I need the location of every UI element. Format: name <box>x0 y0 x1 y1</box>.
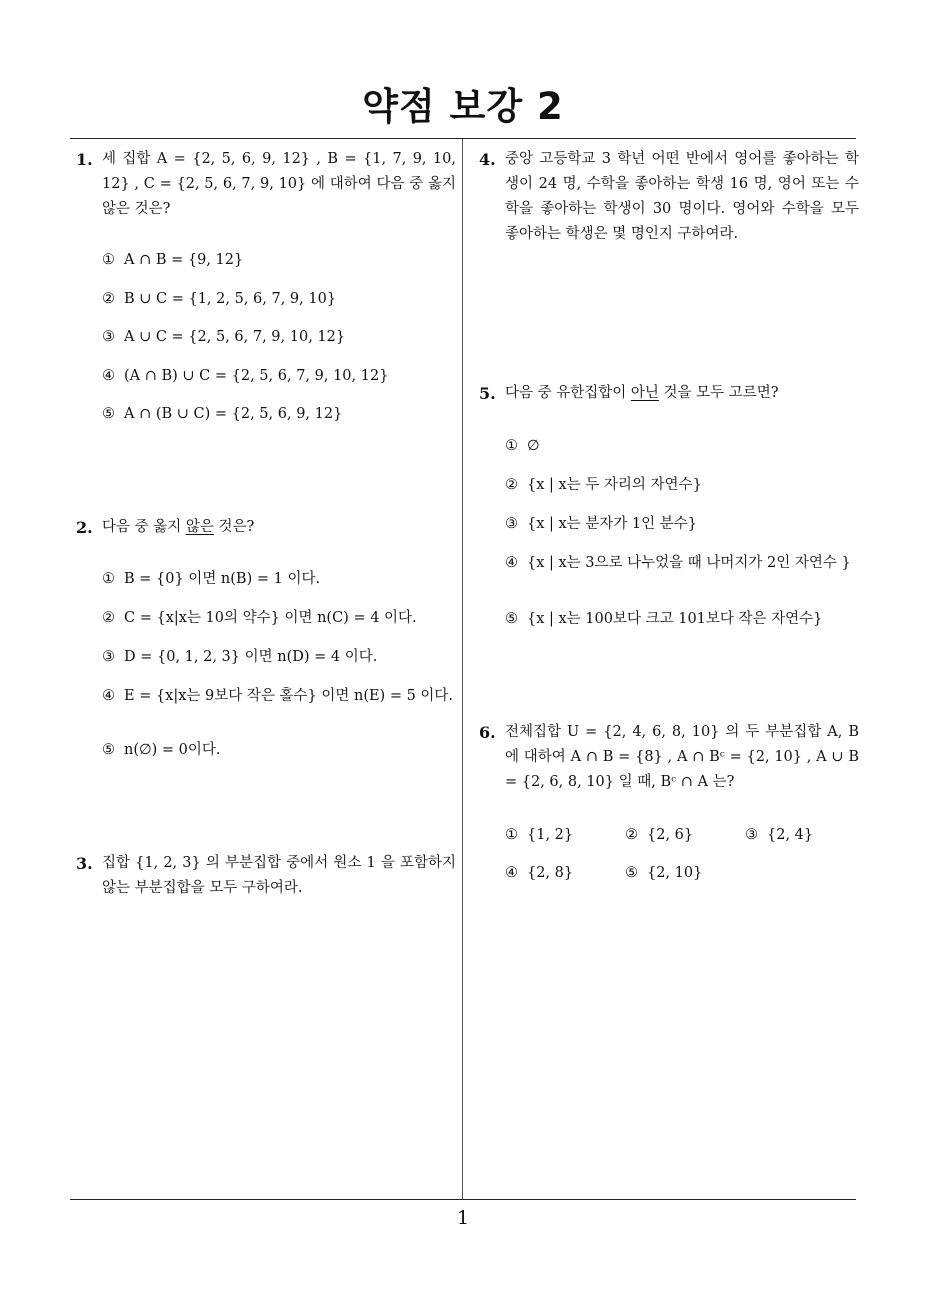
question-text: 다음 중 유한집합이 아닌 것을 모두 고르면? <box>505 385 779 401</box>
bottom-rule <box>70 1199 856 1200</box>
question-number: 6. <box>479 723 496 742</box>
option-2[interactable]: ② B ∪ C = {1, 2, 5, 6, 7, 9, 10} <box>102 291 337 307</box>
option-1[interactable]: ① A ∩ B = {9, 12} <box>102 252 244 268</box>
question-2 <box>76 515 456 540</box>
option-2[interactable]: ② {x | x는 두 자리의 자연수} <box>505 477 702 493</box>
question-1 <box>76 147 456 222</box>
option-2[interactable]: ② {2, 6} <box>625 827 694 843</box>
question-text: 세 집합 A = {2, 5, 6, 9, 12} , B = {1, 7, 9, 10, 12} , C = {2, 5, 6, 7, 9, 10} 에 대하여 다음 중 옳지 않은 것은? <box>102 151 456 217</box>
option-2[interactable]: ② C = {x|x는 10의 약수} 이면 n(C) = 4 이다. <box>102 610 417 626</box>
question-6 <box>479 720 859 795</box>
option-1[interactable]: ① ∅ <box>505 438 540 454</box>
option-4[interactable]: ④ {x | x는 3으로 나누었을 때 나머지가 2인 자연수 } <box>505 555 851 571</box>
page-number: 1 <box>456 1207 470 1229</box>
question-number: 4. <box>479 150 496 169</box>
question-text: 다음 중 옳지 않은 것은? <box>102 519 255 535</box>
option-1[interactable]: ① B = {0} 이면 n(B) = 1 이다. <box>102 571 321 587</box>
question-number: 1. <box>76 150 93 169</box>
question-4 <box>479 147 859 247</box>
option-3[interactable]: ③ A ∪ C = {2, 5, 6, 7, 9, 10, 12} <box>102 329 346 345</box>
option-5[interactable]: ⑤ A ∩ (B ∪ C) = {2, 5, 6, 9, 12} <box>102 406 343 422</box>
column-divider <box>462 139 463 1199</box>
question-3 <box>76 851 456 901</box>
option-5[interactable]: ⑤ n(∅) = 0이다. <box>102 742 221 758</box>
option-5[interactable]: ⑤ {2, 10} <box>625 865 703 881</box>
option-1[interactable]: ① {1, 2} <box>505 827 574 843</box>
option-4[interactable]: ④ E = {x|x는 9보다 작은 홀수} 이면 n(E) = 5 이다. <box>102 688 454 704</box>
option-4[interactable]: ④ (A ∩ B) ∪ C = {2, 5, 6, 7, 9, 10, 12} <box>102 368 389 384</box>
question-5 <box>479 381 859 406</box>
question-number: 3. <box>76 854 93 873</box>
option-4[interactable]: ④ {2, 8} <box>505 865 574 881</box>
question-text: 전체집합 U = {2, 4, 6, 8, 10} 의 두 부분집합 A, B 에 대하여 A ∩ B = {8} , A ∩ Bᶜ = {2, 10} , A ∪ B = {2, 6, 8, 10} 일 때, Bᶜ ∩ A 는? <box>505 724 859 790</box>
question-number: 2. <box>76 518 93 537</box>
top-rule <box>70 138 856 139</box>
option-5[interactable]: ⑤ {x | x는 100보다 크고 101보다 작은 자연수} <box>505 611 823 627</box>
question-text: 중앙 고등학교 3 학년 어떤 반에서 영어를 좋아하는 학생이 24 명, 수학을 좋아하는 학생 16 명, 영어 또는 수학을 좋아하는 학생이 30 명이다. 영어와 수학을 모두 좋아하는 학생은 몇 명인지 구하여라. <box>505 151 859 242</box>
page-title: 약점 보강 2 <box>362 85 564 128</box>
question-number: 5. <box>479 384 496 403</box>
option-3[interactable]: ③ {2, 4} <box>745 827 814 843</box>
option-3[interactable]: ③ D = {0, 1, 2, 3} 이면 n(D) = 4 이다. <box>102 649 378 665</box>
underlined-keyword: 아닌 <box>630 385 659 401</box>
question-text: 집합 {1, 2, 3} 의 부분집합 중에서 원소 1 을 포함하지 않는 부분집합을 모두 구하여라. <box>102 855 456 896</box>
option-3[interactable]: ③ {x | x는 분자가 1인 분수} <box>505 516 698 532</box>
underlined-keyword: 않은 <box>185 519 214 535</box>
